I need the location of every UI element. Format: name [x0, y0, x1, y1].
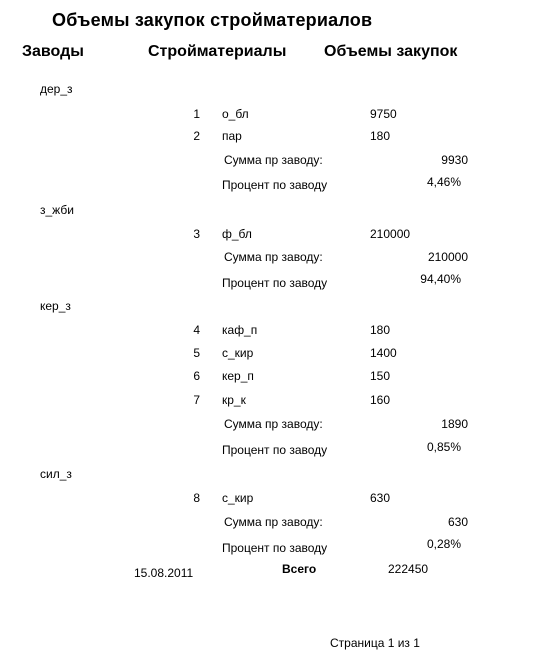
row-number: 4 [193, 323, 200, 337]
sum-value: 1890 [441, 417, 468, 431]
sum-label: Сумма пр заводу: [224, 417, 323, 431]
row-material: пар [222, 129, 242, 143]
group-name: з_жби [40, 203, 74, 217]
row-number: 5 [193, 346, 200, 360]
row-material: о_бл [222, 107, 249, 121]
row-number: 3 [193, 227, 200, 241]
row-volume: 180 [370, 129, 391, 143]
row-material: с_кир [222, 346, 254, 360]
percent-value: 0,28% [426, 537, 461, 551]
sum-label: Сумма пр заводу: [224, 153, 323, 167]
percent-label: Процент по заводу [222, 178, 328, 192]
group-name: кер_з [40, 299, 71, 313]
sum-value: 210000 [427, 250, 468, 264]
row-volume: 9750 [370, 107, 397, 121]
row-volume: 160 [370, 393, 391, 407]
row-number: 2 [193, 129, 200, 143]
row-material: каф_п [222, 323, 258, 337]
row-volume: 150 [370, 369, 391, 383]
row-material: ф_бл [222, 227, 252, 241]
row-number: 8 [193, 491, 200, 505]
sum-label: Сумма пр заводу: [224, 250, 323, 264]
column-header-volumes: Объемы закупок [324, 43, 458, 60]
page-number: Страница 1 из 1 [330, 636, 420, 650]
row-volume: 180 [370, 323, 391, 337]
row-volume: 630 [370, 491, 391, 505]
row-volume: 1400 [370, 346, 397, 360]
total-label: Всего [282, 562, 317, 576]
row-material: кр_к [222, 393, 246, 407]
total-value: 222450 [388, 562, 429, 576]
group-name: сил_з [40, 467, 72, 481]
row-number: 7 [193, 393, 200, 407]
percent-label: Процент по заводу [222, 276, 328, 290]
row-material: кер_п [222, 369, 254, 383]
percent-label: Процент по заводу [222, 541, 328, 555]
report-date: 15.08.2011 [134, 566, 194, 580]
row-material: с_кир [222, 491, 254, 505]
percent-value: 4,46% [426, 175, 461, 189]
row-volume: 210000 [370, 227, 411, 241]
group-name: дер_з [40, 82, 73, 96]
column-header-materials: Стройматериалы [148, 43, 287, 60]
percent-label: Процент по заводу [222, 443, 328, 457]
percent-value: 94,40% [420, 272, 461, 286]
percent-value: 0,85% [426, 440, 461, 454]
sum-value: 9930 [441, 153, 468, 167]
column-header-factories: Заводы [22, 43, 84, 60]
report-title: Объемы закупок стройматериалов [52, 10, 373, 30]
row-number: 6 [193, 369, 200, 383]
sum-value: 630 [447, 515, 468, 529]
sum-label: Сумма пр заводу: [224, 515, 323, 529]
row-number: 1 [193, 107, 200, 121]
